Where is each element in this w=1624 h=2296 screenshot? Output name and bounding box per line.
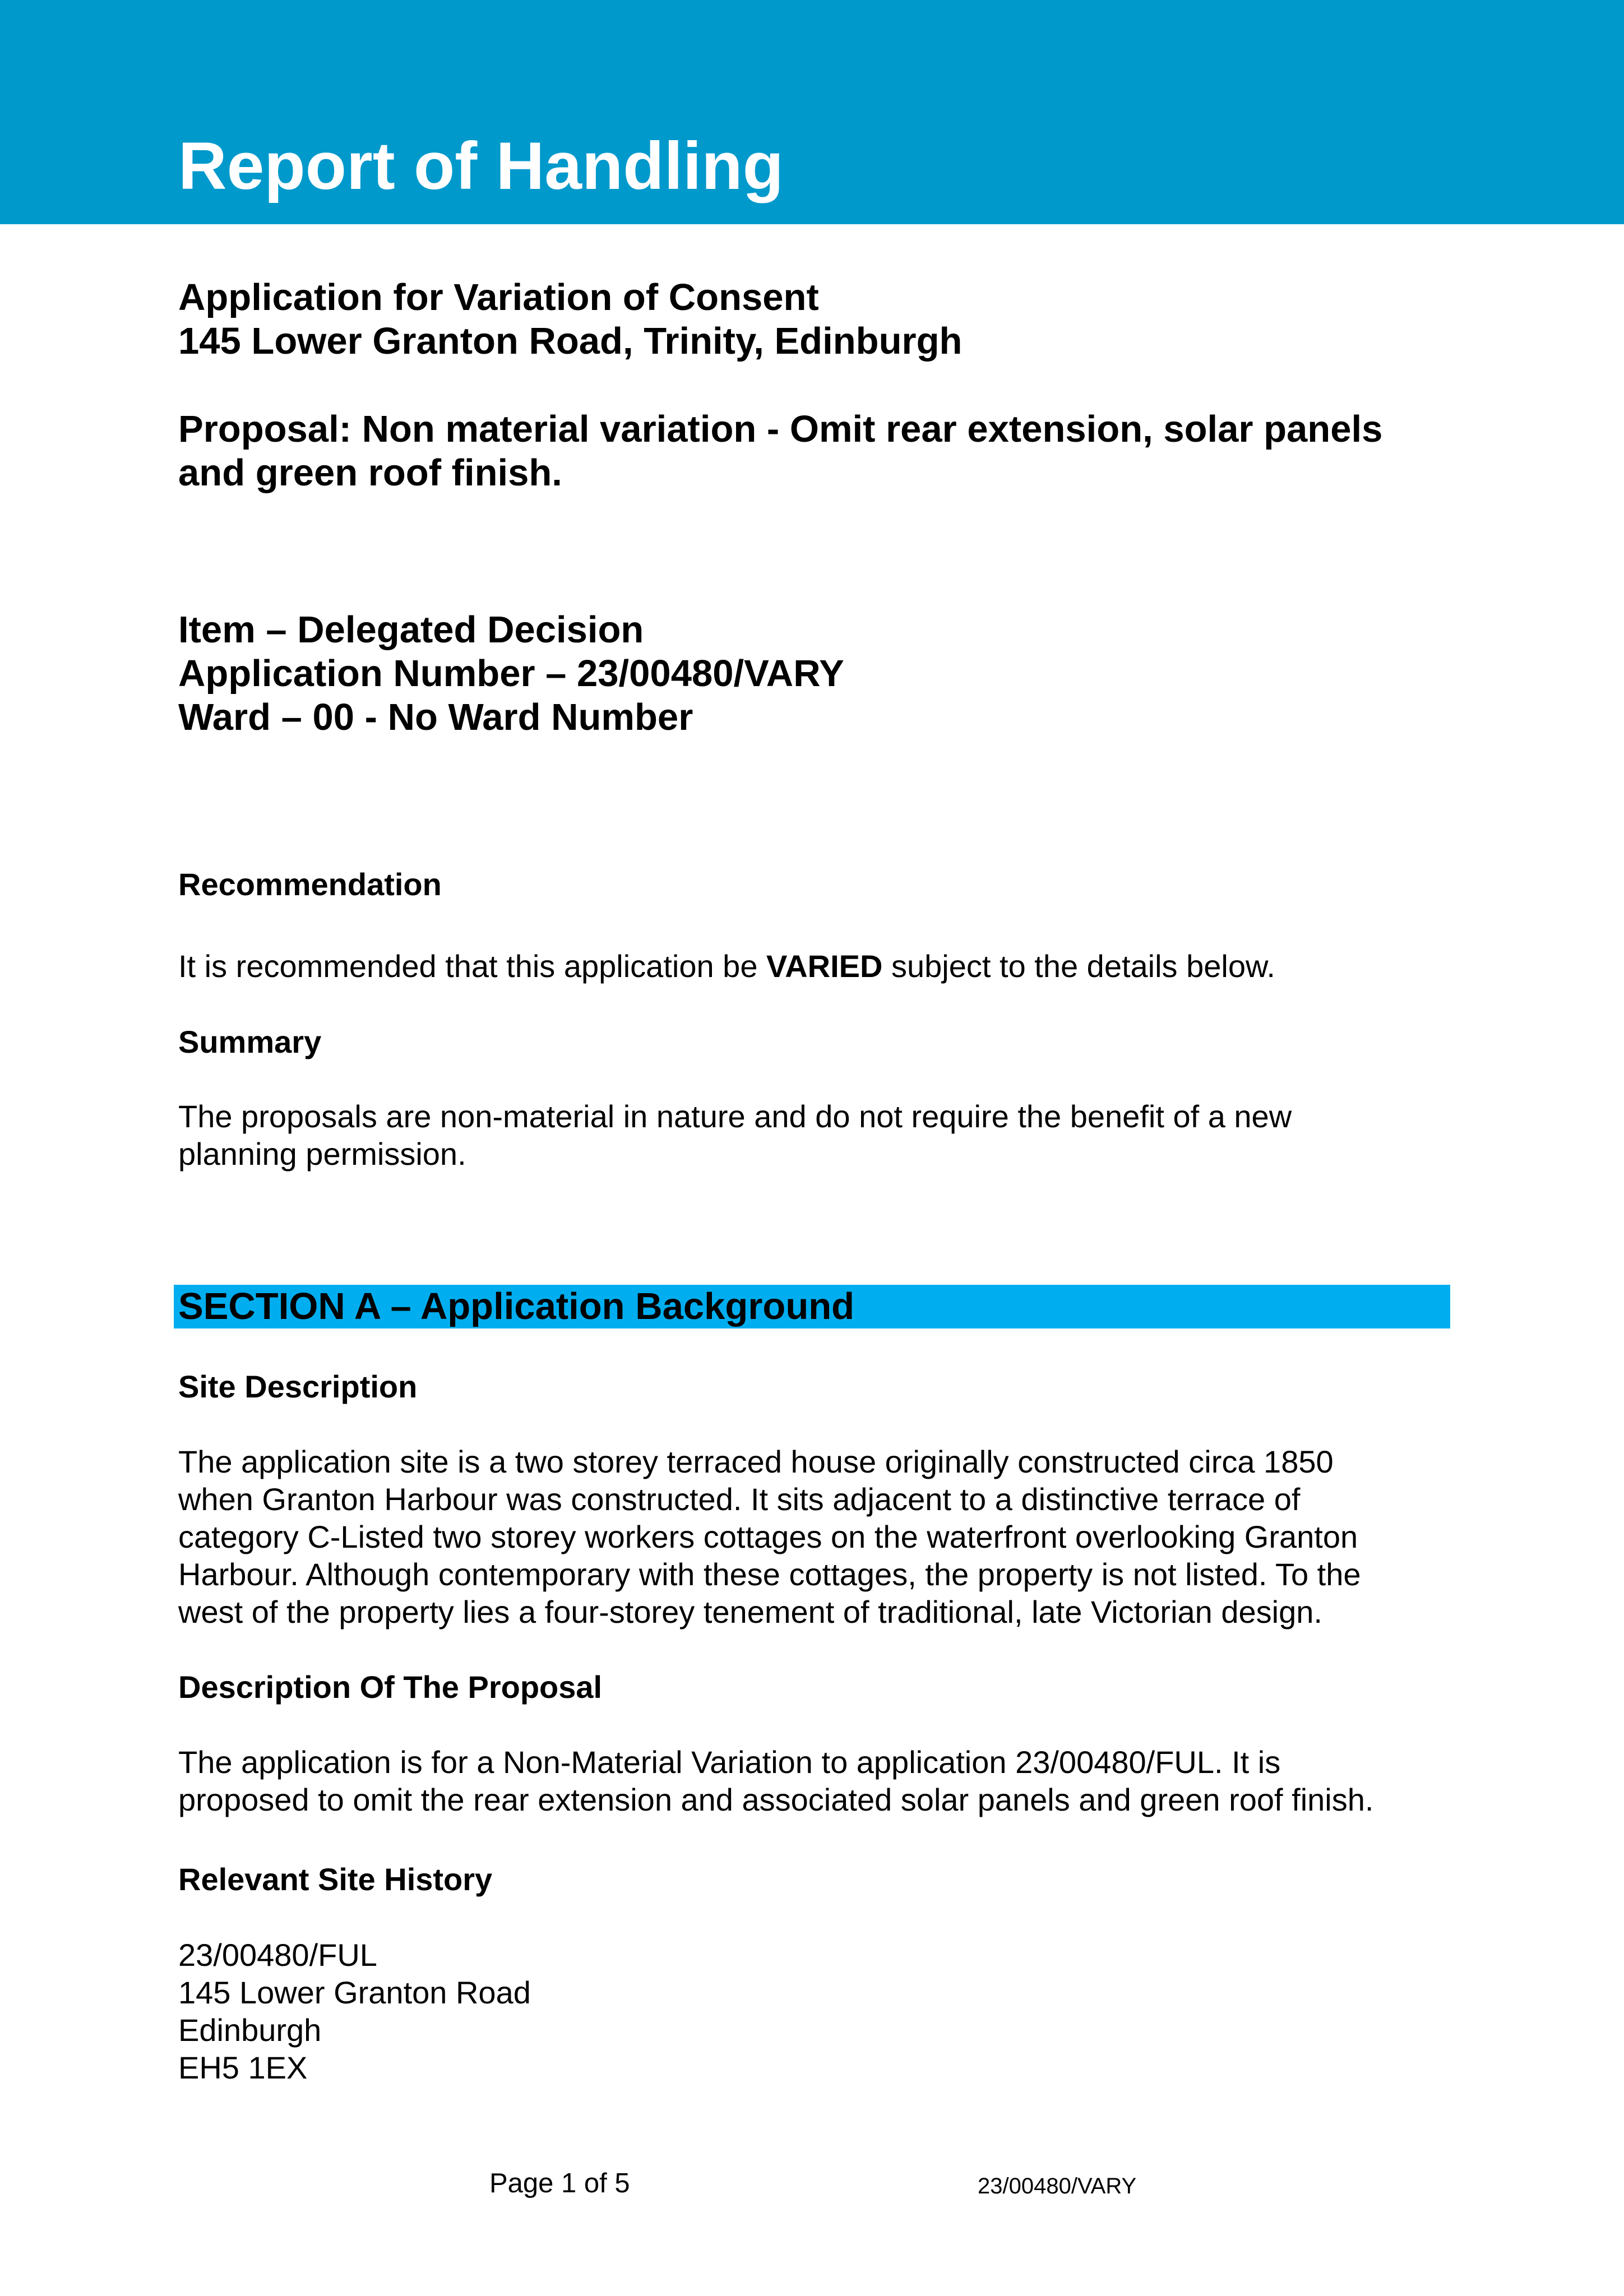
recommendation-decision: VARIED — [766, 948, 883, 984]
section-a-bar — [174, 1285, 1450, 1328]
report-banner — [0, 0, 1624, 224]
site-description-line-3: category C-Listed two storey workers cottages on the waterfront overlooking Granton — [178, 1519, 1358, 1554]
proposal-line-1: Proposal: Non material variation - Omit rear extension, solar panels — [178, 408, 1383, 450]
application-type: Application for Variation of Consent — [178, 276, 819, 318]
proposal-description-line-1: The application is for a Non-Material Variation to application 23/00480/FUL. It is — [178, 1744, 1281, 1780]
recommendation-text-after: subject to the details below. — [882, 948, 1275, 984]
recommendation-text — [178, 947, 1275, 985]
site-history-street: 145 Lower Granton Road — [178, 1975, 531, 2010]
site-description-heading: Site Description — [178, 1369, 418, 1404]
site-history-reference: 23/00480/FUL — [178, 1937, 377, 1973]
proposal-description-heading: Description Of The Proposal — [178, 1669, 603, 1705]
recommendation-text-before: It is recommended that this application be — [178, 948, 767, 984]
site-history-postcode: EH5 1EX — [178, 2050, 308, 2085]
footer-reference: 23/00480/VARY — [978, 2174, 1137, 2198]
proposal-description-line-2: proposed to omit the rear extension and associated solar panels and green roof finish. — [178, 1782, 1374, 1817]
ward-number: Ward – 00 - No Ward Number — [178, 696, 693, 738]
application-address: 145 Lower Granton Road, Trinity, Edinburgh — [178, 320, 963, 362]
application-number: Application Number – 23/00480/VARY — [178, 652, 844, 695]
report-title: Report of Handling — [178, 128, 784, 203]
site-description-line-1: The application site is a two storey terraced house originally constructed circa 1850 — [178, 1444, 1334, 1479]
recommendation-heading: Recommendation — [178, 867, 442, 902]
summary-heading: Summary — [178, 1024, 322, 1059]
summary-line-2: planning permission. — [178, 1136, 466, 1172]
summary-line-1: The proposals are non-material in nature and do not require the benefit of a new — [178, 1099, 1292, 1134]
page-number: Page 1 of 5 — [489, 2168, 630, 2198]
site-description-line-2: when Granton Harbour was constructed. It sits adjacent to a distinctive terrace of — [178, 1482, 1301, 1517]
item-decision: Item – Delegated Decision — [178, 609, 644, 651]
site-history-heading: Relevant Site History — [178, 1862, 493, 1897]
site-description-line-5: west of the property lies a four-storey tenement of traditional, late Victorian design. — [178, 1594, 1322, 1630]
proposal-line-2: and green roof finish. — [178, 452, 562, 494]
site-history-city: Edinburgh — [178, 2012, 322, 2048]
section-a-title: SECTION A – Application Background — [178, 1285, 855, 1327]
site-description-line-4: Harbour. Although contemporary with these cottages, the property is not listed. To the — [178, 1557, 1361, 1592]
